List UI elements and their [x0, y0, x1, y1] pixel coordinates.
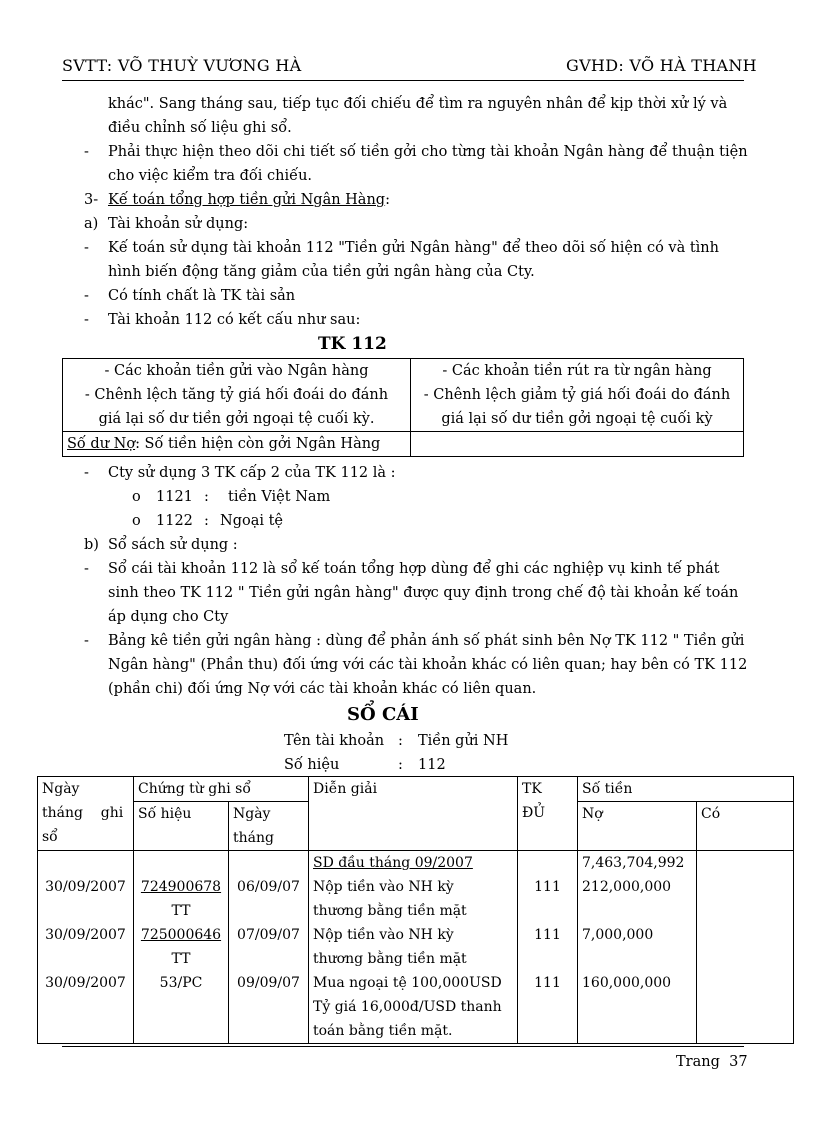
col-header-debit: Nợ [578, 802, 697, 851]
paragraph-line: cho việc kiểm tra đối chiếu. [108, 168, 313, 184]
col-header-tk-line: ĐỦ [522, 805, 546, 821]
section-title-colon: : [385, 192, 390, 208]
sub-account-name: Ngoại tệ [220, 513, 283, 529]
row-voucher-no-suffix: TT [171, 903, 191, 919]
paragraph-line: Ngân hàng" (Phần thu) đối ứng với các tài khoản khác có liên quan; hay bên có TK 112 [108, 657, 748, 673]
row-desc-line: Nộp tiền vào NH kỳ [313, 927, 454, 943]
paragraph-line: điều chỉnh số liệu ghi sổ. [108, 120, 292, 136]
row-desc-line: toán bằng tiền mặt. [313, 1023, 453, 1039]
col-header-voucher-date-line: Ngày [233, 806, 271, 822]
dash-bullet: - [84, 288, 89, 304]
col-header-amount: Số tiền [578, 777, 794, 802]
col-header-voucher-date-line: tháng [233, 830, 274, 846]
row-voucher-no-suffix: TT [171, 951, 191, 967]
paragraph-line: Tài khoản 112 có kết cấu như sau: [108, 312, 361, 328]
col-header-voucher: Chứng từ ghi sổ [134, 777, 309, 802]
col-header-description: Diễn giải [309, 777, 518, 851]
tk112-balance-text: : Số tiền hiện còn gởi Ngân Hàng [135, 436, 381, 452]
header-advisor: GVHD: VÕ HÀ THANH [566, 56, 757, 75]
col-debit [578, 851, 697, 1044]
dash-bullet: - [84, 312, 89, 328]
ledger-table [37, 776, 794, 1044]
paragraph-line: Bảng kê tiền gửi ngân hàng : dùng để phản ánh số phát sinh bên Nợ TK 112 " Tiền gửi [108, 633, 745, 649]
paragraph-line: Phải thực hiện theo dõi chi tiết số tiền gởi cho từng tài khoản Ngân hàng để thuận tiện [108, 144, 748, 160]
col-voucher-nos [134, 851, 229, 1044]
col-credit [697, 851, 794, 1044]
ledger-account-no-label: Số hiệu [284, 757, 340, 773]
dash-bullet: - [84, 633, 89, 649]
dash-bullet: - [84, 561, 89, 577]
row-date: 30/09/2007 [45, 975, 126, 991]
tk112-debit-line: giá lại số dư tiền gởi ngoại tệ cuối kỳ. [98, 411, 375, 427]
ledger-title: SỔ CÁI [347, 704, 419, 725]
row-desc-line: thương bằng tiền mặt [313, 903, 467, 919]
page-number-value: 37 [729, 1054, 748, 1070]
col-header-date-line: sổ [42, 829, 58, 845]
row-date: 30/09/2007 [45, 927, 126, 943]
tk112-balance-label: Số dư Nợ [67, 436, 136, 452]
sub-account-name: tiền Việt Nam [228, 489, 331, 505]
paragraph-line: Sổ cái tài khoản 112 là sổ kế toán tổng hợp dùng để ghi các nghiệp vụ kinh tế phát [108, 561, 720, 577]
col-header-voucher-date [229, 802, 309, 851]
opening-balance-desc: SD đầu tháng 09/2007 [313, 855, 473, 871]
col-header-credit: Có [697, 802, 794, 851]
ledger-account-name-sep: : [398, 733, 403, 749]
tk112-debit-line: - Chênh lệch tăng tỷ giá hối đoái do đánh [84, 387, 389, 403]
list-label: b) [84, 537, 99, 553]
row-voucher-date: 09/09/07 [237, 975, 300, 991]
dash-bullet: - [84, 465, 89, 481]
header-rule [62, 80, 744, 81]
tk112-empty-cell [411, 432, 744, 457]
sub-account-sep: : [204, 513, 209, 529]
col-voucher-dates [229, 851, 309, 1044]
paragraph-line: sinh theo TK 112 " Tiền gửi ngân hàng" được quy định trong chế độ tài khoản kế toán [108, 585, 739, 601]
tk112-debit-line: - Các khoản tiền gửi vào Ngân hàng [104, 363, 369, 379]
col-header-date-line: Ngày [42, 781, 80, 797]
row-desc-line: thương bằng tiền mặt [313, 951, 467, 967]
dash-bullet: - [84, 240, 89, 256]
row-desc-line: Nộp tiền vào NH kỳ [313, 879, 454, 895]
tk112-credit-cell [411, 359, 744, 432]
row-debit: 160,000,000 [582, 975, 672, 991]
paragraph-line: áp dụng cho Cty [108, 609, 229, 625]
row-voucher-no: 53/PC [159, 975, 203, 991]
tk112-balance-cell [63, 432, 411, 457]
ledger-account-name-label: Tên tài khoản [284, 733, 385, 749]
row-desc-line: Tỷ giá 16,000đ/USD thanh [313, 999, 502, 1015]
col-header-voucher-no: Số hiệu [134, 802, 229, 851]
row-tk: 111 [534, 975, 561, 991]
col-descriptions [309, 851, 518, 1044]
page-label: Trang [676, 1054, 720, 1070]
sub-account-code: 1122 [156, 513, 193, 529]
ledger-account-name-value: Tiền gửi NH [418, 733, 509, 749]
row-voucher-date: 07/09/07 [237, 927, 300, 943]
row-tk: 111 [534, 927, 561, 943]
circle-bullet: o [132, 513, 141, 529]
col-dates [38, 851, 134, 1044]
row-tk: 111 [534, 879, 561, 895]
sub-account-sep: : [204, 489, 209, 505]
row-voucher-no: 725000646 [140, 927, 222, 943]
paragraph-line: Kế toán sử dụng tài khoản 112 "Tiền gửi Ngân hàng" để theo dõi số hiện có và tình [108, 240, 719, 256]
section-title-text: Kế toán tổng hợp tiền gửi Ngân Hàng [108, 192, 386, 208]
opening-balance-debit: 7,463,704,992 [582, 855, 685, 871]
tk112-credit-line: giá lại số dư tiền gởi ngoại tệ cuối kỳ [441, 411, 713, 427]
row-debit: 7,000,000 [582, 927, 654, 943]
paragraph-line: Có tính chất là TK tài sản [108, 288, 296, 304]
section-title [108, 189, 390, 211]
row-date: 30/09/2007 [45, 879, 126, 895]
subsection-title: Tài khoản sử dụng: [108, 216, 249, 232]
sub-account-code: 1121 [156, 489, 193, 505]
paragraph-line: hình biến động tăng giảm của tiền gửi ngân hàng của Cty. [108, 264, 535, 280]
ledger-account-no-value: 112 [418, 757, 446, 773]
tk112-table [62, 358, 744, 457]
tk112-debit-cell [63, 359, 411, 432]
col-header-tk-line: TK [522, 781, 542, 797]
row-desc-line: Mua ngoại tệ 100,000USD [313, 975, 502, 991]
row-voucher-date: 06/09/07 [237, 879, 300, 895]
col-header-tk [518, 777, 578, 851]
circle-bullet: o [132, 489, 141, 505]
header-student: SVTT: VÕ THUỲ VƯƠNG HÀ [62, 56, 302, 75]
paragraph-line: khác". Sang tháng sau, tiếp tục đối chiếu để tìm ra nguyên nhân để kịp thời xử lý và [108, 96, 728, 112]
page-number [676, 1054, 748, 1070]
subsection-title: Sổ sách sử dụng : [108, 537, 238, 553]
col-header-date [38, 777, 134, 851]
col-tk [518, 851, 578, 1044]
row-debit: 212,000,000 [582, 879, 672, 895]
row-voucher-no: 724900678 [140, 879, 222, 895]
tk112-title: TK 112 [318, 334, 387, 354]
section-number: 3- [84, 192, 99, 208]
tk112-credit-line: - Chênh lệch giảm tỷ giá hối đoái do đánh [423, 387, 731, 403]
footer-rule [62, 1046, 744, 1047]
ledger-account-no-sep: : [398, 757, 403, 773]
tk112-credit-line: - Các khoản tiền rút ra từ ngân hàng [442, 363, 712, 379]
paragraph-line: (phần chi) đối ứng Nợ với các tài khoản khác có liên quan. [108, 681, 537, 697]
col-header-date-line: tháng ghi [42, 805, 124, 821]
paragraph-line: Cty sử dụng 3 TK cấp 2 của TK 112 là : [108, 465, 396, 481]
list-label: a) [84, 216, 99, 232]
dash-bullet: - [84, 144, 89, 160]
